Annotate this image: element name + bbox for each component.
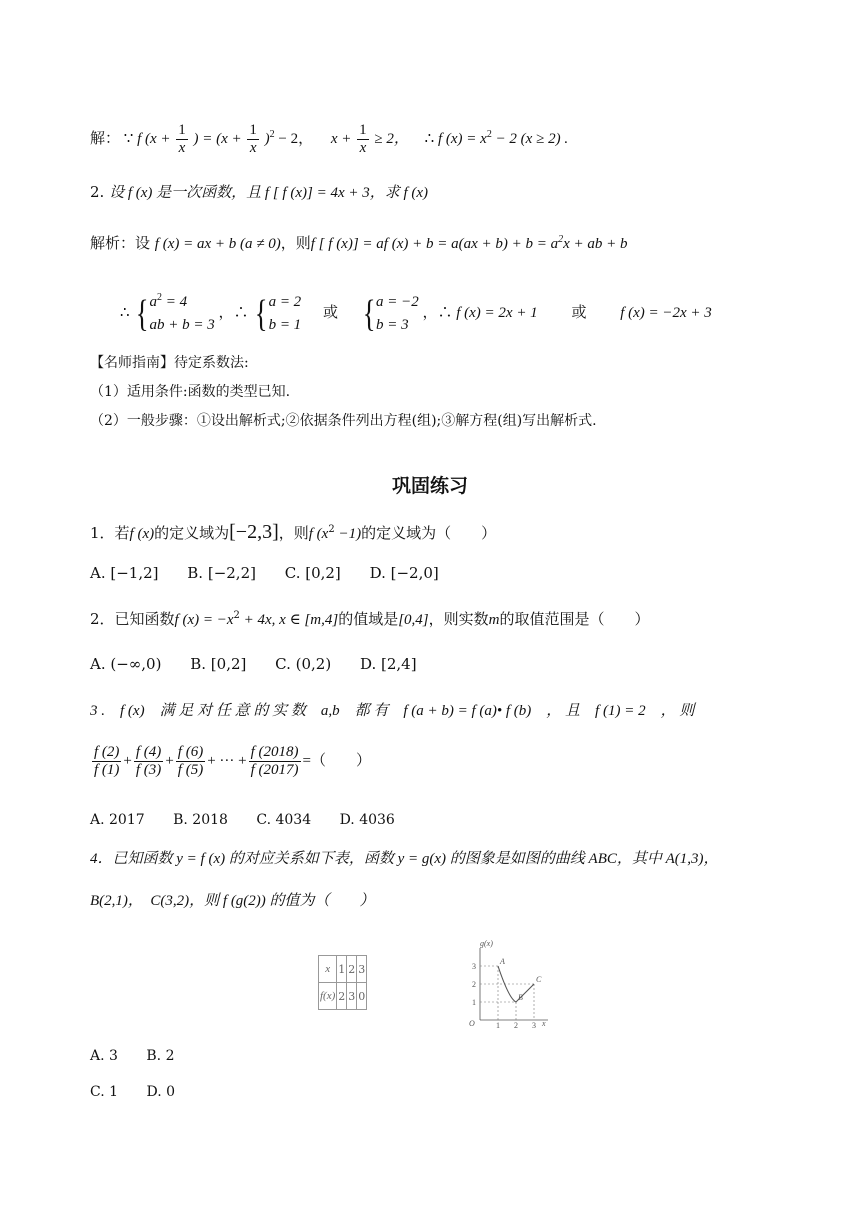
- solution-line-1: [90, 122, 568, 158]
- lhs-post: ) = (x +: [193, 131, 242, 148]
- q1-option-d: D. [−2,0]: [369, 564, 439, 582]
- q4-options-row-1: [90, 1048, 198, 1065]
- q3-option-b: B. 2018: [173, 812, 228, 828]
- q3-frac-1: $\frac{f (2)}{f (1)}$: [94, 744, 120, 779]
- q1-stem: 1．若f (x)的定义域为[−2,3]，则f $(x^2 -1)$的定义域为（ ）: [90, 521, 497, 543]
- result-tail: − 2 (x ≥ 2) .: [491, 131, 569, 148]
- minus-two: − 2，: [274, 131, 314, 148]
- separator-1: ，∴: [218, 305, 249, 322]
- result-exp: 2: [486, 129, 492, 141]
- q3-options: [90, 812, 419, 829]
- or-word-2: 或: [571, 305, 587, 322]
- systems-line: [120, 290, 712, 338]
- q4-options-row-2: [90, 1084, 199, 1101]
- expansion-tail: x + ab + b: [563, 236, 628, 252]
- x-tick-label: 2: [514, 1021, 518, 1028]
- fraction-1-over-x-3: $\frac{1}{x}$: [359, 122, 367, 157]
- expansion: f [ f (x)] = af (x) + b = a(ax + b) + b = a: [310, 236, 559, 252]
- linear-definition: f (x) = ax + b (a ≠ 0): [154, 236, 281, 252]
- rhs-close-paren: ): [264, 131, 270, 148]
- q4-option-d: D. 0: [146, 1084, 176, 1100]
- x-tick-label: 3: [532, 1021, 536, 1028]
- q1-option-c: C. [0,2]: [284, 564, 341, 582]
- q4-option-a: A. 3: [90, 1048, 118, 1064]
- result-2: f (x) = −2x + 3: [620, 305, 712, 322]
- q3-option-a: A. 2017: [90, 812, 145, 828]
- analysis-mid: ，则: [280, 234, 311, 252]
- q2-options: [90, 655, 441, 673]
- left-brace-1: {: [136, 292, 149, 335]
- q4-option-b: B. 2: [146, 1048, 175, 1064]
- square-exp: 2: [269, 129, 275, 141]
- q1-option-b: B. [−2,2]: [187, 564, 256, 582]
- lhs-pre: f (x +: [137, 131, 171, 148]
- point-label-b: B: [518, 993, 523, 1002]
- table-row: x 1 2 3: [319, 956, 367, 983]
- left-brace-3: {: [362, 292, 376, 335]
- therefore-symbol-2: ∴: [120, 305, 130, 322]
- g-graph: [466, 938, 556, 1028]
- q1-option-a: A. [−1,2]: [90, 564, 159, 582]
- expansion-exp: 2: [558, 234, 564, 245]
- analysis-prefix: 解析：设: [90, 234, 151, 252]
- tip-title: 【名师指南】待定系数法:: [90, 355, 249, 371]
- q3-frac-4: $\frac{f (2018)}{f (2017)}$: [250, 744, 299, 779]
- function-table: [318, 955, 367, 1010]
- q2-option-a: A. (−∞,0): [90, 655, 162, 673]
- question-text: 设 f (x) 是一次函数，且 f [ f (x)] = 4x + 3，求 f (x): [109, 185, 429, 201]
- q4-stem-1: 4．已知函数 y = f (x) 的对应关系如下表，函数 y = g(x) 的图象是如图的曲线 ABC，其中 A(1,3)，: [90, 851, 719, 867]
- system-1: $a^2 = 4$ ab + b = 3: [149, 292, 215, 334]
- fraction-1-over-x: $\frac{1}{x}$: [178, 122, 186, 157]
- q3-option-d: D. 4036: [339, 812, 395, 828]
- y-tick-label: 2: [472, 980, 476, 989]
- y-axis-label: g(x): [480, 939, 493, 948]
- question-number: 2.: [90, 183, 105, 201]
- separator-2: ，∴: [422, 305, 453, 322]
- q2-stem: 2．已知函数f $(x) = -x^2 + 4x$, x ∈ [m,4]的值域是[0,4]，则实数m的取值范围是（ ）: [90, 610, 650, 628]
- question-2-line: [90, 183, 428, 202]
- point-label-a: A: [500, 957, 505, 966]
- origin-label: O: [469, 1019, 475, 1028]
- fraction-1-over-x-2: $\frac{1}{x}$: [249, 122, 257, 157]
- condition-post: ≥ 2，: [374, 131, 409, 148]
- q2-option-d: D. [2,4]: [359, 655, 417, 673]
- result-1: f (x) = 2x + 1: [456, 305, 538, 322]
- system-3: a = −2 b = 3: [375, 293, 419, 333]
- therefore-symbol: ∴: [424, 131, 435, 148]
- q4-stem-2: B(2,1)， C(3,2)，则 f (g(2)) 的值为（ ）: [90, 893, 375, 909]
- table-row: f(x) 2 3 0: [319, 983, 367, 1010]
- analysis-line: [90, 234, 628, 253]
- q3-frac-2: $\frac{f (4)}{f (3)}$: [135, 744, 162, 779]
- y-tick-label: 1: [472, 998, 476, 1007]
- q3-stem: 3 . f (x) 满 足 对 任 意 的 实 数 a,b 都 有 f (a + b) = f (a)• f (b) ， 且 f (1) = 2 ， 则: [90, 703, 695, 719]
- or-word-1: 或: [322, 305, 338, 322]
- tip-item-2: （2）一般步骤：①设出解析式;②依据条件列出方程(组);③解方程(组)写出解析式.: [90, 413, 597, 429]
- solution-prefix: 解：: [90, 131, 121, 148]
- x-tick-label: 1: [496, 1021, 500, 1028]
- tip-item-1: （1）适用条件:函数的类型已知.: [90, 384, 291, 400]
- point-label-c: C: [536, 975, 542, 984]
- condition-pre: x +: [330, 131, 352, 148]
- because-symbol: ∵: [123, 131, 134, 148]
- section-heading: 巩固练习: [391, 475, 468, 497]
- x-axis-label: x: [542, 1019, 546, 1028]
- q1-options: [90, 564, 463, 582]
- q3-option-c: C. 4034: [256, 812, 312, 828]
- q4-option-c: C. 1: [90, 1084, 119, 1100]
- y-tick-label: 3: [472, 962, 476, 971]
- q2-option-b: B. [0,2]: [190, 655, 247, 673]
- q3-frac-3: $\frac{f (6)}{f (5)}$: [177, 744, 204, 779]
- result-expression: f (x) = x: [437, 131, 487, 148]
- q2-option-c: C. (0,2): [275, 655, 332, 673]
- left-brace-2: {: [255, 292, 268, 335]
- q3-sum: $\frac{f (2)}{f (1)}$ + $\frac{f (4)}{f (3)}$ + $\frac{f (6)}{f (5)}$ + ··· + $\frac{f (2018)}{f (2017)}$ =（ ）: [94, 744, 371, 779]
- system-2: a = 2 b = 1: [268, 293, 302, 333]
